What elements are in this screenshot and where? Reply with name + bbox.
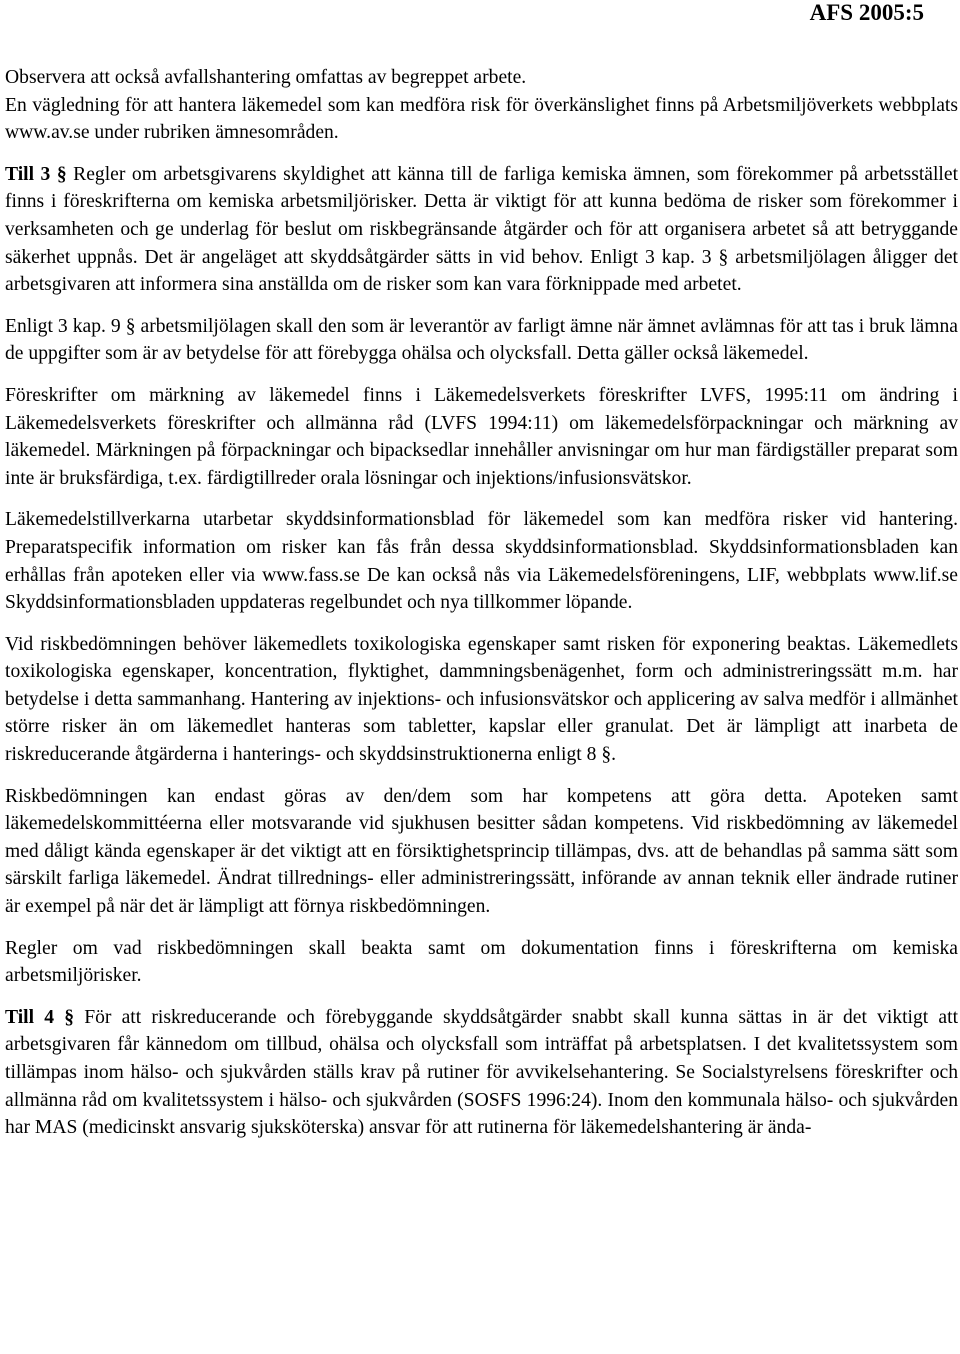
paragraph-2 [5,92,958,147]
paragraph-text: Vid riskbedömningen behöver läkemedlets toxikologiska egenskaper samt risken för exponering beaktas. Läkemedlets toxikologiska egenskaper, koncentration, flyktighet, dammningsbenägenhet, form och administreringssätt m.m. har betydelse i detta sammanhang. Hantering av injektions- och infusionsvätskor och applicering av salva medför i allmänhet större risker än om läkemedlet hanteras som tabletter, kapslar eller granulat. Det är lämpligt att inarbeta de riskreducerande åtgärderna i hanterings- och skyddsinstruktionerna enligt 8 §. [5,633,958,766]
paragraph-till-3 [5,161,958,299]
paragraph-7 [5,631,958,769]
paragraph-text: Regler om vad riskbedömningen skall beakta samt om dokumentation finns i föreskrifterna om kemiska arbetsmiljörisker. [5,937,958,987]
document-body [5,64,958,1156]
paragraph-text: Läkemedelstillverkarna utarbetar skyddsinformationsblad för läkemedel som kan medföra risker vid hantering. Preparatspecifik information om risker kan fås från dessa skyddsinformationsblad. Skyddsinformationsbladen kan erhållas från apoteken eller via www.fass.se De kan också nås via Läkemedelsföreningens, LIF, webbplats www.lif.se Skyddsinformationsbladen uppdateras regelbundet och nya tillkommer löpande. [5,509,958,614]
paragraph-6 [5,506,958,616]
paragraph-text: En vägledning för att hantera läkemedel som kan medföra risk för överkänslighet finns på Arbetsmiljöverkets webbplats www.av.se under rubriken ämnesområden. [5,94,958,144]
paragraph-1 [5,64,958,92]
paragraph-text: Föreskrifter om märkning av läkemedel finns i Läkemedelsverkets föreskrifter LVFS, 1995:11 om ändring i Läkemedelsverkets föreskrifter och allmänna råd (LVFS 1994:11) om läkemedelsförpackningar och märkning av läkemedel. Märkningen på förpackningar och bipacksedlar innehåller anvisningar om hur man färdigställer preparat som inte är bruksfärdiga, t.ex. färdigtillreder orala lösningar och injektions/infusionsvätskor. [5,384,958,489]
paragraph-5 [5,382,958,492]
paragraph-till-4 [5,1004,958,1142]
paragraph-text: För att riskreducerande och förebyggande skyddsåtgärder snabbt skall kunna sättas in är det viktigt att arbetsgivaren får kännedom om tillbud, ohälsa och olycksfall som inträffat på arbetsplatsen. I det kvalitetssystem som tillämpas inom hälso- och sjukvården ställs krav på rutiner för avvikelsehantering. Se Socialstyrelsens föreskrifter och allmänna råd om kvalitetssystem i hälso- och sjukvården (SOSFS 1996:24). Inom den kommunala hälso- och sjukvården har MAS (medicinskt ansvarig sjuksköterska) ansvar för att rutinerna för läkemedelshantering är ända- [5,1006,959,1139]
paragraph-text: Riskbedömningen kan endast göras av den/dem som har kompetens att göra detta. Apoteken samt läkemedelskommittéerna eller motsvarande vid sjukhusen besitter sådan kompetens. Vid riskbedömning av läkemedel med dåligt kända egenskaper är det viktigt att en försiktighetsprincip tillämpas, dvs. att de behandlas på samma sätt som särskilt farliga läkemedel. Ändrat tillrednings- eller administreringssätt, införande av annan teknik eller ändrade rutiner är exempel på när det är lämpligt att förnya riskbedömningen. [5,785,958,918]
paragraph-text: Observera att också avfallshantering omfattas av begreppet arbete. [5,67,527,88]
paragraph-4 [5,313,958,368]
section-lead: Till 4 § [5,1006,75,1028]
paragraph-text: Enligt 3 kap. 9 § arbetsmiljölagen skall den som är leverantör av farligt ämne när ämnet avlämnas för att tas i bruk lämna de uppgifter som är av betydelse för att förebygga ohälsa och olycksfall. Detta gäller också läkemedel. [5,315,958,365]
section-lead: Till 3 § [5,163,67,185]
paragraph-8 [5,783,958,921]
document-id: AFS 2005:5 [809,0,924,25]
paragraph-9 [5,935,958,990]
paragraph-text: Regler om arbetsgivarens skyldighet att känna till de farliga kemiska ämnen, som förekommer på arbetsstället finns i föreskrifterna om kemiska arbetsmiljörisker. Detta är viktigt för att kunna bedöma de risker som förekommer i verksamheten och ge underlag för beslut om riskbegränsande åtgärder och för att organisera arbetet så att betryggande säkerhet uppnås. Det är angeläget att skyddsåtgärder sätts in vid behov. Enligt 3 kap. 3 § arbetsmiljölagen åligger det arbetsgivaren att informera sina anställda om de risker som kan vara förknippade med arbetet. [5,163,959,296]
